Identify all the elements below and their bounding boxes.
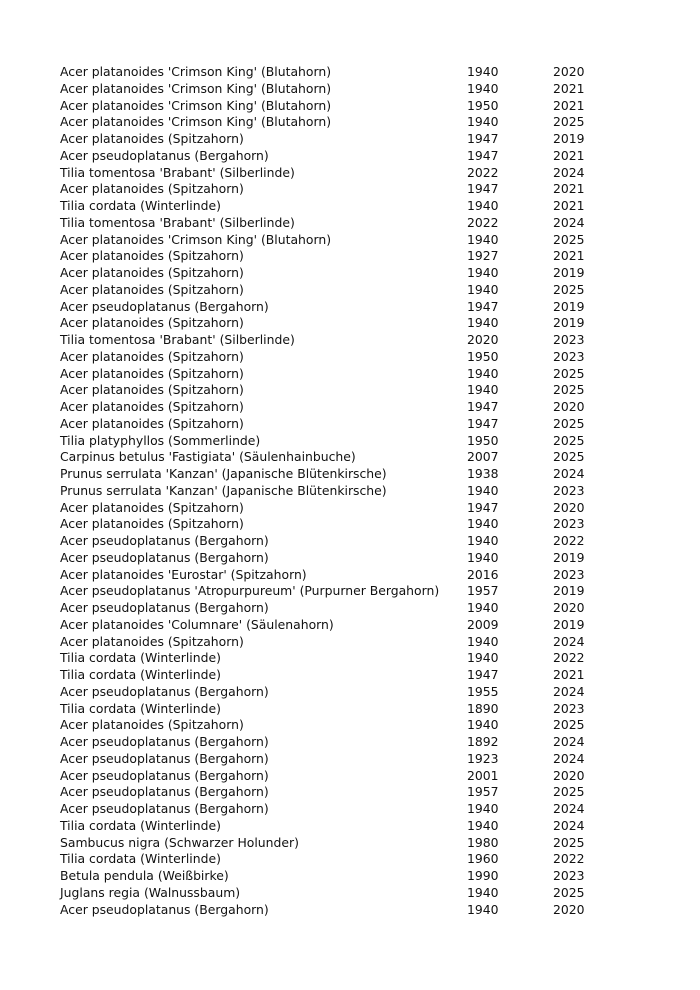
table-row <box>60 684 600 701</box>
inspection-year: 2024 <box>553 801 585 816</box>
planting-year: 1947 <box>467 415 499 431</box>
inspection-year: 2021 <box>553 667 585 682</box>
planting-year: 1947 <box>467 147 499 163</box>
inspection-year: 2024 <box>553 214 585 230</box>
planting-year: 1940 <box>467 801 499 816</box>
tree-species-name: Acer platanoides 'Columnare' (Säulenahorn) <box>60 616 334 632</box>
tree-species-name: Acer platanoides 'Crimson King' (Blutahorn) <box>60 97 332 113</box>
planting-year: 1940 <box>467 717 499 733</box>
inspection-year: 2025 <box>553 884 585 900</box>
tree-species-name: Acer pseudoplatanus (Bergahorn) <box>60 901 269 917</box>
inspection-year: 2021 <box>553 198 585 213</box>
table-row <box>60 835 600 852</box>
planting-year: 1938 <box>467 466 499 481</box>
table-row <box>60 114 600 131</box>
planting-year: 1940 <box>467 281 499 297</box>
table-row <box>60 81 600 98</box>
inspection-year: 2020 <box>553 600 585 615</box>
inspection-year: 2025 <box>553 432 585 448</box>
table-row <box>60 734 600 751</box>
tree-species-name: Tilia tomentosa 'Brabant' (Silberlinde) <box>60 332 295 347</box>
table-row <box>60 617 600 634</box>
table-row <box>60 131 600 148</box>
table-row <box>60 583 600 600</box>
tree-species-name: Acer pseudoplatanus (Bergahorn) <box>60 734 269 749</box>
table-row <box>60 433 600 450</box>
table-row <box>60 64 600 81</box>
tree-species-name: Acer platanoides (Spitzahorn) <box>60 717 244 733</box>
tree-species-name: Prunus serrulata 'Kanzan' (Japanische Blütenkirsche) <box>60 482 387 498</box>
table-row <box>60 315 600 332</box>
inspection-year: 2022 <box>553 851 585 867</box>
planting-year: 1950 <box>467 348 499 364</box>
planting-year: 2016 <box>467 566 499 582</box>
table-row <box>60 382 600 399</box>
tree-species-name: Acer platanoides (Spitzahorn) <box>60 248 244 264</box>
table-row <box>60 248 600 265</box>
inspection-year: 2025 <box>553 415 585 431</box>
tree-species-name: Acer platanoides (Spitzahorn) <box>60 181 244 197</box>
inspection-year: 2024 <box>553 466 585 481</box>
planting-year: 2007 <box>467 449 499 465</box>
tree-species-name: Acer pseudoplatanus (Bergahorn) <box>60 298 269 314</box>
table-row <box>60 366 600 383</box>
table-row <box>60 885 600 902</box>
tree-species-name: Acer platanoides 'Crimson King' (Blutahorn) <box>60 231 332 247</box>
planting-year: 1940 <box>467 533 499 548</box>
planting-year: 1940 <box>467 600 499 615</box>
planting-year: 1940 <box>467 198 499 213</box>
tree-species-name: Tilia cordata (Winterlinde) <box>60 700 221 716</box>
table-row <box>60 650 600 667</box>
table-row <box>60 768 600 785</box>
inspection-year: 2025 <box>553 281 585 297</box>
inspection-year: 2024 <box>553 164 585 180</box>
table-row <box>60 550 600 567</box>
tree-species-name: Acer pseudoplatanus (Bergahorn) <box>60 533 269 548</box>
table-row <box>60 198 600 215</box>
inspection-year: 2023 <box>553 516 585 532</box>
planting-year: 1892 <box>467 734 499 749</box>
table-row <box>60 902 600 919</box>
tree-species-name: Acer platanoides (Spitzahorn) <box>60 516 244 532</box>
table-row <box>60 265 600 282</box>
tree-species-name: Acer pseudoplatanus (Bergahorn) <box>60 784 269 800</box>
table-row <box>60 466 600 483</box>
inspection-year: 2025 <box>553 382 585 398</box>
planting-year: 1940 <box>467 365 499 381</box>
tree-species-name: Acer platanoides (Spitzahorn) <box>60 365 244 381</box>
table-row <box>60 399 600 416</box>
table-row <box>60 868 600 885</box>
tree-species-name: Prunus serrulata 'Kanzan' (Japanische Blütenkirsche) <box>60 466 387 481</box>
inspection-year: 2019 <box>553 131 585 146</box>
planting-year: 1947 <box>467 499 499 515</box>
planting-year: 2001 <box>467 767 499 783</box>
planting-year: 1940 <box>467 382 499 398</box>
inspection-year: 2025 <box>553 717 585 733</box>
inspection-year: 2023 <box>553 332 585 347</box>
inspection-year: 2024 <box>553 633 585 649</box>
inspection-year: 2025 <box>553 449 585 465</box>
table-row <box>60 416 600 433</box>
planting-year: 1957 <box>467 784 499 800</box>
planting-year: 1940 <box>467 901 499 917</box>
tree-species-name: Tilia cordata (Winterlinde) <box>60 851 221 867</box>
inspection-year: 2025 <box>553 784 585 800</box>
planting-year: 1940 <box>467 482 499 498</box>
planting-year: 1940 <box>467 315 499 331</box>
table-row <box>60 483 600 500</box>
tree-species-name: Acer platanoides (Spitzahorn) <box>60 499 244 515</box>
inspection-year: 2020 <box>553 64 585 79</box>
planting-year: 1947 <box>467 181 499 197</box>
inspection-year: 2023 <box>553 482 585 498</box>
table-row <box>60 600 600 617</box>
inspection-year: 2021 <box>553 147 585 163</box>
planting-year: 1940 <box>467 884 499 900</box>
tree-species-name: Acer pseudoplatanus (Bergahorn) <box>60 750 269 766</box>
inspection-year: 2022 <box>553 533 585 548</box>
tree-species-name: Acer platanoides (Spitzahorn) <box>60 348 244 364</box>
inspection-year: 2019 <box>553 583 585 599</box>
tree-species-name: Tilia tomentosa 'Brabant' (Silberlinde) <box>60 164 295 180</box>
tree-species-name: Acer pseudoplatanus (Bergahorn) <box>60 600 269 615</box>
planting-year: 2020 <box>467 332 499 347</box>
planting-year: 1980 <box>467 834 499 850</box>
inspection-year: 2023 <box>553 566 585 582</box>
planting-year: 2009 <box>467 616 499 632</box>
table-row <box>60 801 600 818</box>
inspection-year: 2024 <box>553 734 585 749</box>
tree-species-name: Acer platanoides (Spitzahorn) <box>60 281 244 297</box>
planting-year: 1940 <box>467 650 499 666</box>
planting-year: 1947 <box>467 667 499 682</box>
planting-year: 1940 <box>467 817 499 833</box>
tree-species-name: Tilia cordata (Winterlinde) <box>60 650 221 666</box>
table-row <box>60 818 600 835</box>
table-row <box>60 567 600 584</box>
planting-year: 1950 <box>467 97 499 113</box>
tree-species-name: Acer platanoides 'Crimson King' (Blutahorn) <box>60 64 332 79</box>
table-row <box>60 851 600 868</box>
inspection-year: 2019 <box>553 265 585 280</box>
tree-species-name: Acer platanoides (Spitzahorn) <box>60 131 244 146</box>
inspection-year: 2019 <box>553 616 585 632</box>
planting-year: 1940 <box>467 265 499 280</box>
planting-year: 1940 <box>467 516 499 532</box>
inspection-year: 2021 <box>553 80 585 96</box>
tree-species-name: Acer platanoides (Spitzahorn) <box>60 399 244 414</box>
tree-species-name: Acer pseudoplatanus (Bergahorn) <box>60 147 269 163</box>
planting-year: 1927 <box>467 248 499 264</box>
tree-species-name: Tilia cordata (Winterlinde) <box>60 817 221 833</box>
inspection-year: 2023 <box>553 700 585 716</box>
tree-species-name: Tilia tomentosa 'Brabant' (Silberlinde) <box>60 214 295 230</box>
planting-year: 1940 <box>467 231 499 247</box>
inspection-year: 2021 <box>553 181 585 197</box>
table-row <box>60 165 600 182</box>
inspection-year: 2022 <box>553 650 585 666</box>
inspection-year: 2019 <box>553 298 585 314</box>
planting-year: 1950 <box>467 432 499 448</box>
tree-species-name: Tilia cordata (Winterlinde) <box>60 667 221 682</box>
inspection-year: 2019 <box>553 315 585 331</box>
inspection-year: 2020 <box>553 399 585 414</box>
table-row <box>60 282 600 299</box>
tree-species-name: Acer platanoides (Spitzahorn) <box>60 415 244 431</box>
table-row <box>60 533 600 550</box>
tree-table <box>60 64 600 918</box>
inspection-year: 2020 <box>553 499 585 515</box>
table-row <box>60 751 600 768</box>
tree-species-name: Betula pendula (Weißbirke) <box>60 868 229 883</box>
tree-species-name: Acer platanoides (Spitzahorn) <box>60 315 244 331</box>
inspection-year: 2025 <box>553 834 585 850</box>
inspection-year: 2025 <box>553 114 585 130</box>
tree-species-name: Tilia cordata (Winterlinde) <box>60 198 221 213</box>
tree-species-name: Sambucus nigra (Schwarzer Holunder) <box>60 834 299 850</box>
inspection-year: 2023 <box>553 348 585 364</box>
tree-species-name: Acer platanoides 'Eurostar' (Spitzahorn) <box>60 566 307 582</box>
table-row <box>60 299 600 316</box>
planting-year: 1960 <box>467 851 499 867</box>
table-row <box>60 449 600 466</box>
inspection-year: 2025 <box>553 231 585 247</box>
inspection-year: 2024 <box>553 817 585 833</box>
tree-species-name: Acer pseudoplatanus (Bergahorn) <box>60 683 269 699</box>
planting-year: 1890 <box>467 700 499 716</box>
table-row <box>60 500 600 517</box>
inspection-year: 2020 <box>553 901 585 917</box>
planting-year: 1957 <box>467 583 499 599</box>
planting-year: 2022 <box>467 214 499 230</box>
tree-species-name: Acer pseudoplatanus (Bergahorn) <box>60 767 269 783</box>
table-row <box>60 232 600 249</box>
table-row <box>60 634 600 651</box>
table-row <box>60 717 600 734</box>
planting-year: 1940 <box>467 633 499 649</box>
table-row <box>60 784 600 801</box>
inspection-year: 2021 <box>553 248 585 264</box>
table-row <box>60 667 600 684</box>
table-row <box>60 181 600 198</box>
tree-species-name: Acer platanoides (Spitzahorn) <box>60 265 244 280</box>
table-row <box>60 98 600 115</box>
inspection-year: 2024 <box>553 683 585 699</box>
tree-species-name: Acer platanoides 'Crimson King' (Blutahorn) <box>60 80 332 96</box>
inspection-year: 2023 <box>553 868 585 883</box>
planting-year: 1940 <box>467 549 499 565</box>
inspection-year: 2025 <box>553 365 585 381</box>
planting-year: 1990 <box>467 868 499 883</box>
planting-year: 1940 <box>467 64 499 79</box>
table-row <box>60 332 600 349</box>
tree-species-name: Carpinus betulus 'Fastigiata' (Säulenhainbuche) <box>60 449 356 465</box>
planting-year: 1940 <box>467 80 499 96</box>
tree-species-name: Juglans regia (Walnussbaum) <box>60 884 241 900</box>
table-row <box>60 516 600 533</box>
planting-year: 1947 <box>467 131 499 146</box>
planting-year: 2022 <box>467 164 499 180</box>
tree-species-name: Tilia platyphyllos (Sommerlinde) <box>60 432 261 448</box>
inspection-year: 2020 <box>553 767 585 783</box>
planting-year: 1947 <box>467 399 499 414</box>
table-row <box>60 701 600 718</box>
tree-species-name: Acer platanoides (Spitzahorn) <box>60 382 244 398</box>
planting-year: 1947 <box>467 298 499 314</box>
inspection-year: 2021 <box>553 97 585 113</box>
table-row <box>60 148 600 165</box>
tree-species-name: Acer pseudoplatanus 'Atropurpureum' (Purpurner Bergahorn) <box>60 583 440 599</box>
planting-year: 1940 <box>467 114 499 130</box>
planting-year: 1955 <box>467 683 499 699</box>
planting-year: 1923 <box>467 750 499 766</box>
table-row <box>60 349 600 366</box>
inspection-year: 2024 <box>553 750 585 766</box>
tree-species-name: Acer pseudoplatanus (Bergahorn) <box>60 549 269 565</box>
table-row <box>60 215 600 232</box>
tree-species-name: Acer platanoides 'Crimson King' (Blutahorn) <box>60 114 332 130</box>
tree-species-name: Acer platanoides (Spitzahorn) <box>60 633 244 649</box>
inspection-year: 2019 <box>553 549 585 565</box>
tree-species-name: Acer pseudoplatanus (Bergahorn) <box>60 801 269 816</box>
